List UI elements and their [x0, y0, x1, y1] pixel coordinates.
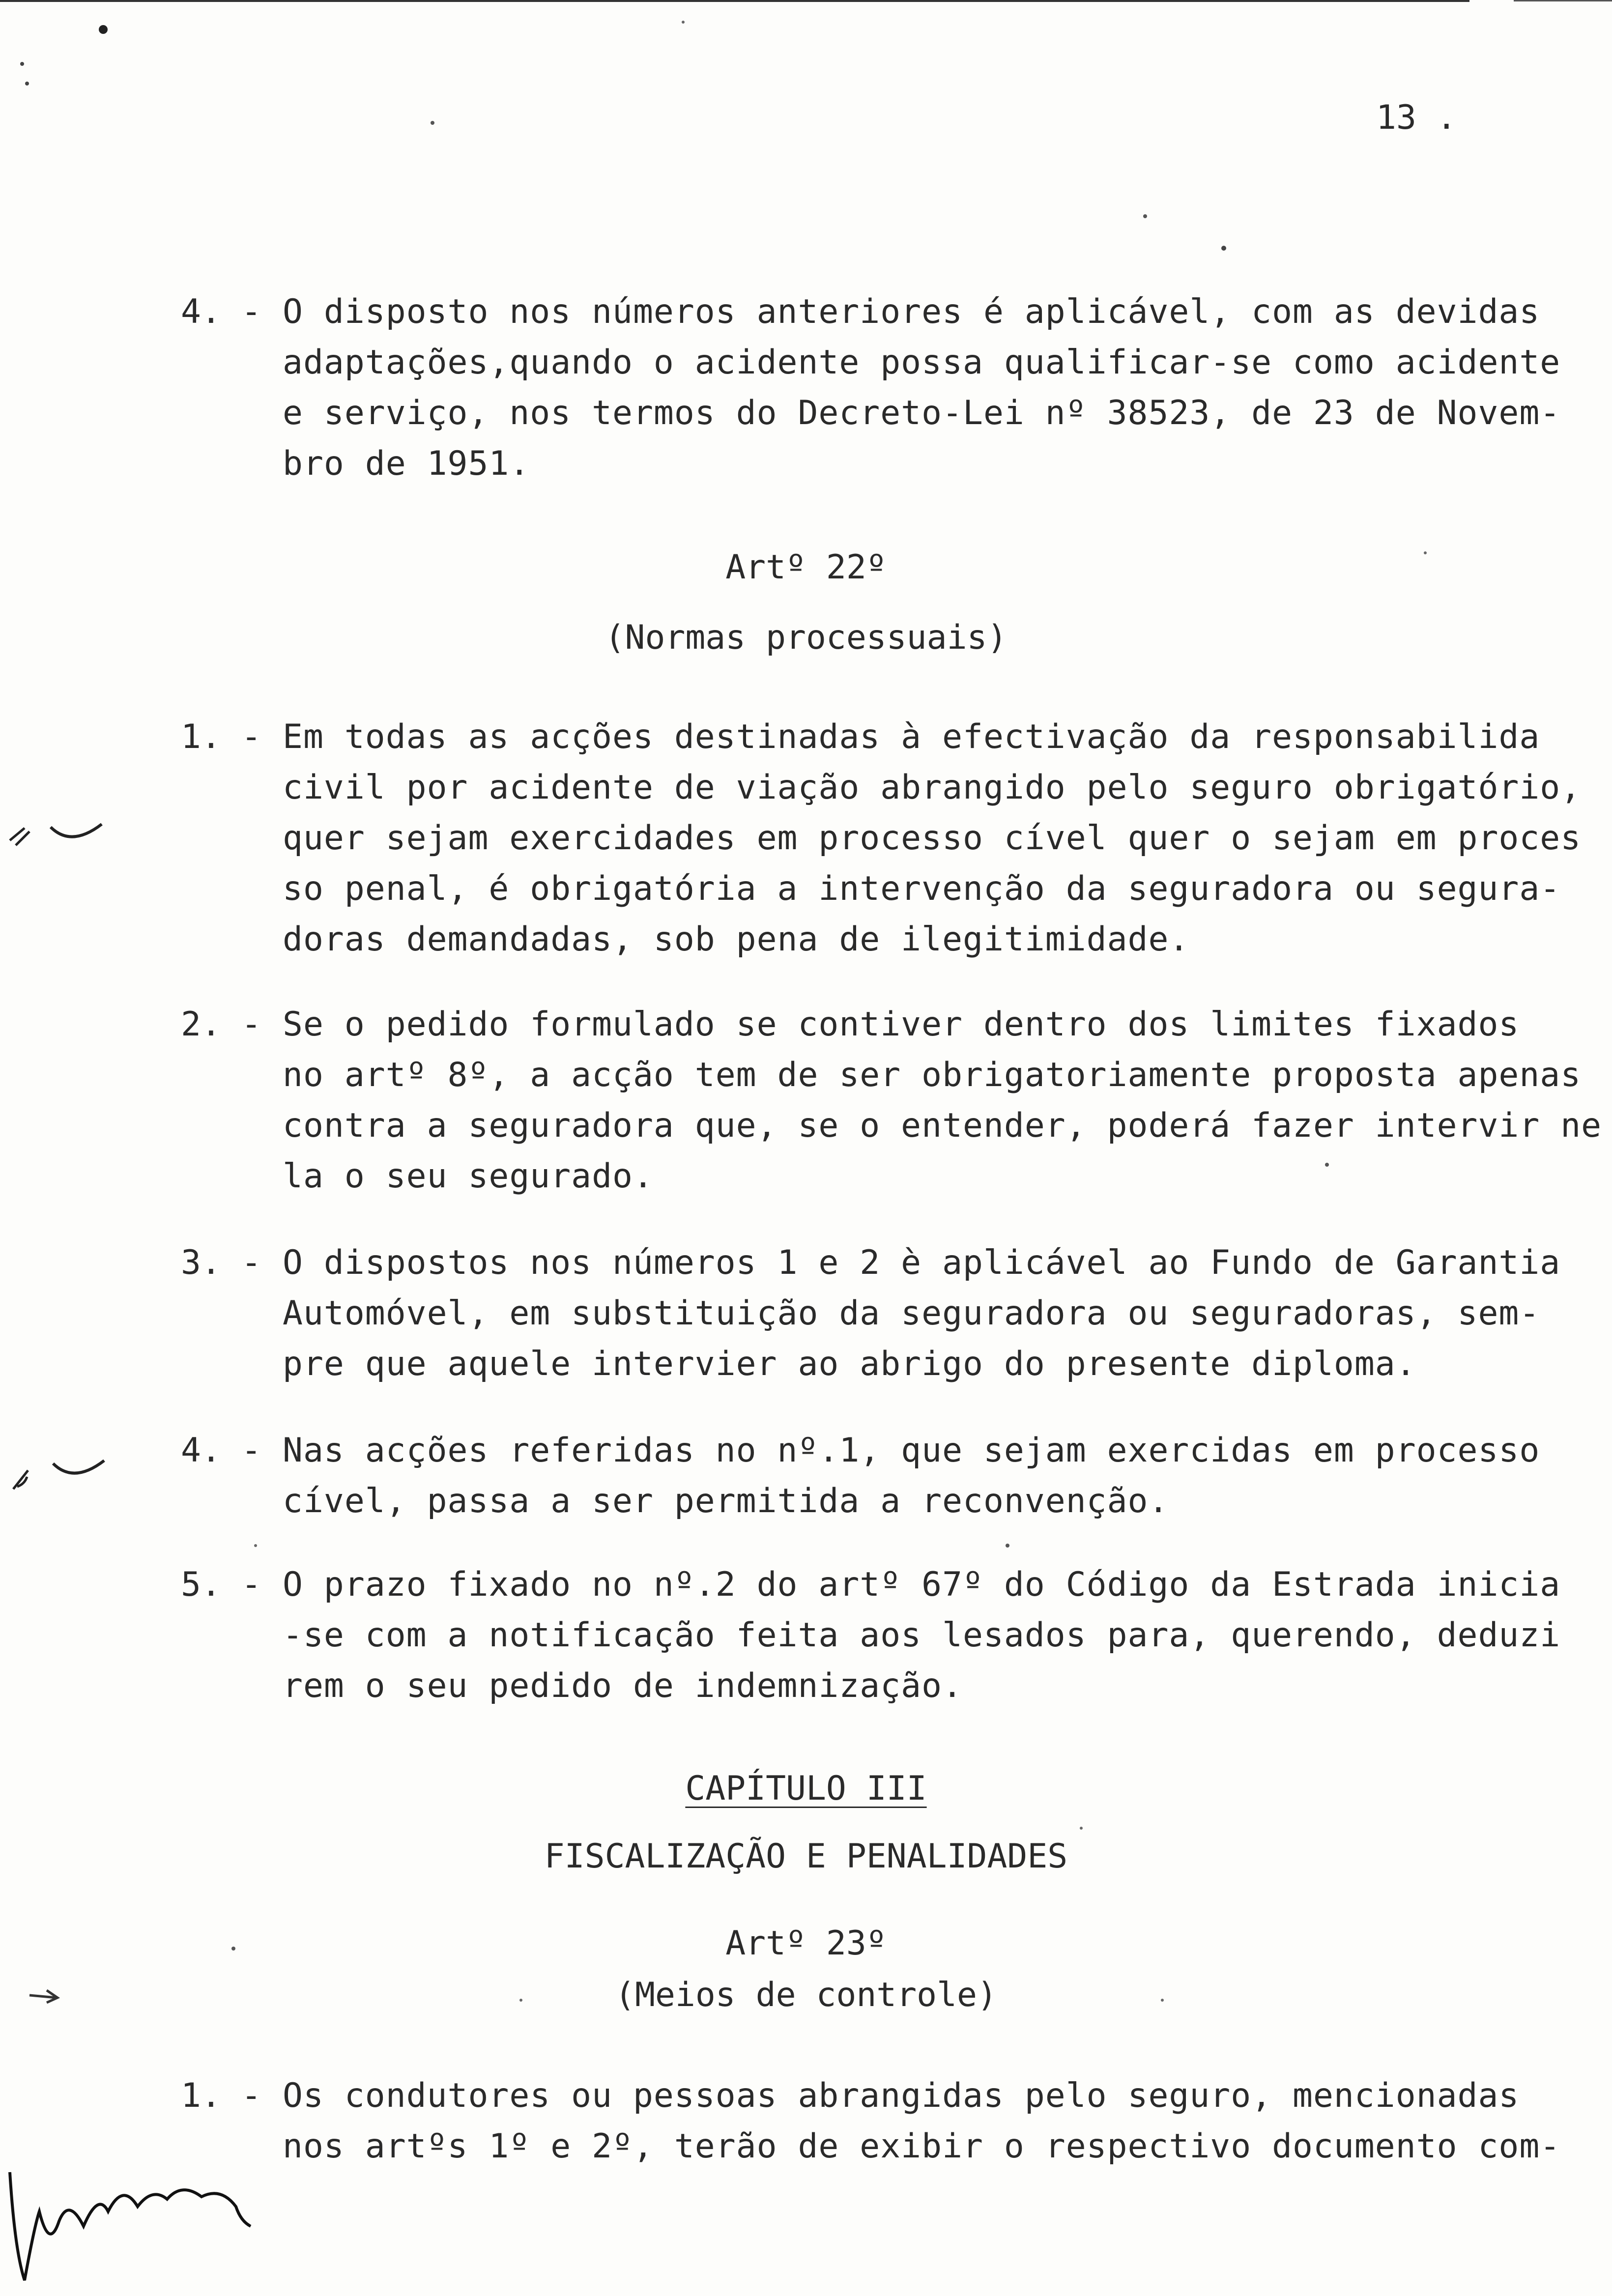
paragraph-line: doras demandadas, sob pena de ilegitimidade.: [283, 920, 1190, 959]
item-number: 2. -: [181, 1005, 261, 1044]
margin-scribble-icon: [5, 821, 34, 850]
signature-initials: [5, 2152, 260, 2295]
paragraph-line: quer sejam exercidades em processo cível quer o sejam em proces: [283, 819, 1582, 858]
paragraph-line: Nas acções referidas no nº.1, que sejam exercidas em processo: [283, 1431, 1540, 1470]
page-number: 13 .: [1376, 98, 1457, 137]
check-mark-icon: [47, 818, 106, 853]
paragraph-line: contra a seguradora que, se o entender, poderá fazer intervir ne: [283, 1106, 1602, 1145]
item-number: 5. -: [181, 1565, 261, 1604]
item-number: 3. -: [181, 1243, 261, 1282]
paragraph-line: cível, passa a ser permitida a reconvenção.: [283, 1482, 1169, 1521]
paragraph-line: Em todas as acções destinadas à efectivação da responsabilida: [283, 718, 1540, 756]
article-title: Artº 23º: [725, 1924, 887, 1963]
paragraph-line: bro de 1951.: [283, 444, 530, 483]
paragraph-line: e serviço, nos termos do Decreto-Lei nº 38523, de 23 de Novem-: [283, 394, 1561, 432]
item-number: 4. -: [181, 1431, 261, 1470]
chapter-title-text: CAPÍTULO III: [685, 1769, 927, 1808]
article-subtitle: (Meios de controle): [615, 1976, 997, 2014]
paragraph-line: rem o seu pedido de indemnização.: [283, 1666, 963, 1705]
chapter-title: [0, 1769, 1612, 1808]
check-mark-icon: [49, 1455, 108, 1489]
paragraph-line: -se com a notificação feita aos lesados para, querendo, deduzi: [283, 1616, 1561, 1655]
item-number: 1. -: [181, 2076, 261, 2115]
paragraph-line: adaptações,quando o acidente possa qualificar-se como acidente: [283, 343, 1561, 382]
item-number: 1. -: [181, 718, 261, 756]
paragraph-line: nos artºs 1º e 2º, terão de exibir o respectivo documento com-: [283, 2127, 1561, 2166]
article-subtitle: (Normas processuais): [604, 618, 1008, 657]
margin-scribble-icon: [7, 1464, 37, 1494]
chapter-subtitle: FISCALIZAÇÃO E PENALIDADES: [544, 1837, 1068, 1876]
paragraph-line: la o seu segurado.: [283, 1157, 654, 1196]
paragraph-line: Se o pedido formulado se contiver dentro dos limites fixados: [283, 1005, 1520, 1044]
paragraph-line: no artº 8º, a acção tem de ser obrigatoriamente proposta apenas: [283, 1056, 1582, 1094]
paragraph-line: O disposto nos números anteriores é aplicável, com as devidas: [283, 292, 1540, 331]
paragraph-line: O dispostos nos números 1 e 2 è aplicável ao Fundo de Garantia: [283, 1243, 1561, 1282]
paragraph-line: O prazo fixado no nº.2 do artº 67º do Código da Estrada inicia: [283, 1565, 1561, 1604]
item-number: 4. -: [181, 292, 261, 331]
paragraph-line: so penal, é obrigatória a intervenção da seguradora ou segura-: [283, 869, 1561, 908]
paragraph-line: Automóvel, em substituição da seguradora ou seguradoras, sem-: [283, 1294, 1540, 1333]
paragraph-line: Os condutores ou pessoas abrangidas pelo seguro, mencionadas: [283, 2076, 1520, 2115]
paragraph-line: civil por acidente de viação abrangido pelo seguro obrigatório,: [283, 768, 1582, 807]
article-title: Artº 22º: [725, 548, 887, 587]
paragraph-line: pre que aquele intervier ao abrigo do presente diploma.: [283, 1345, 1416, 1383]
